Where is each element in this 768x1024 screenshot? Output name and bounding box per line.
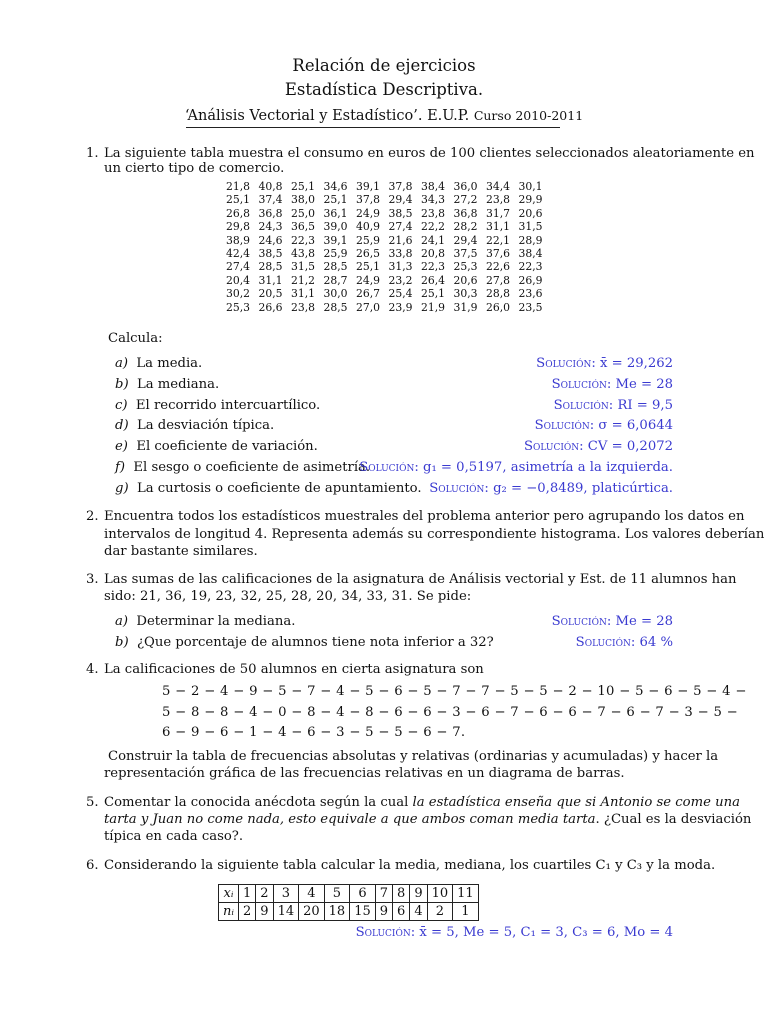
table-cell: 34,3	[421, 193, 446, 207]
table-cell: 23,5	[518, 300, 543, 314]
grades-seq-line2: 5 − 8 − 8 − 4 − 0 − 8 − 4 − 8 − 6 − 6 − 3 − 6 − 7 − 6 − 6 − 7 − 6 − 7 − 3 − 5 −	[162, 705, 738, 720]
table-cell: 38,4	[518, 247, 543, 261]
ex1-item: e) El coeficiente de variación.	[115, 439, 318, 455]
x-value-cell: 4	[299, 885, 325, 903]
ex4-intro: La calificaciones de 50 alumnos en cierta asignatura son	[104, 662, 484, 677]
table-cell: 25,0	[291, 206, 316, 220]
table-cell: 22,1	[486, 233, 511, 247]
table-cell: 38,0	[291, 193, 316, 207]
table-cell: 40,8	[258, 180, 283, 193]
table-cell: 30,2	[226, 287, 251, 301]
table-cell: 29,4	[388, 193, 413, 207]
ex2-number: 2.	[86, 509, 99, 524]
table-cell: 33,8	[388, 247, 413, 261]
frequency-row-n	[219, 903, 479, 921]
table-cell: 26,6	[258, 300, 283, 314]
table-cell: 34,6	[323, 180, 348, 193]
table-cell: 39,0	[323, 220, 348, 234]
x-value-cell: 9	[410, 885, 427, 903]
table-cell: 30,0	[323, 287, 348, 301]
table-row	[226, 180, 551, 193]
ex4-number: 4.	[86, 662, 99, 677]
table-cell: 23,6	[518, 287, 543, 301]
table-cell: 31,7	[486, 206, 511, 220]
ex1-item: d) La desviación típica.	[115, 418, 275, 434]
table-cell: 25,3	[226, 300, 251, 314]
table-cell: 31,5	[518, 220, 543, 234]
table-cell: 37,6	[486, 247, 511, 261]
table-cell: 20,5	[258, 287, 283, 301]
table-cell: 31,3	[388, 260, 413, 274]
table-cell: 26,8	[226, 206, 251, 220]
ex1-solution: Solución: RI = 9,5	[553, 397, 673, 413]
table-cell: 25,1	[323, 193, 348, 207]
table-row	[226, 274, 551, 287]
table-cell: 31,1	[486, 220, 511, 234]
table-cell: 38,5	[258, 247, 283, 261]
table-cell: 39,1	[323, 233, 348, 247]
course-line	[0, 108, 768, 124]
table-cell: 25,1	[356, 260, 381, 274]
course-year: Curso 2010-2011	[473, 108, 584, 123]
table-cell: 28,8	[486, 287, 511, 301]
table-cell: 31,9	[453, 300, 478, 314]
table-cell: 29,4	[453, 233, 478, 247]
ex1-calcula: Calcula:	[108, 331, 163, 346]
ex4-line2: representación gráfica de las frecuencias relativas en un diagrama de barras.	[104, 766, 625, 781]
table-cell: 26,7	[356, 287, 381, 301]
ex1-solution: Solución: Me = 28	[551, 376, 673, 392]
table-cell: 23,9	[388, 300, 413, 314]
grades-seq-line3: 6 − 9 − 6 − 1 − 4 − 6 − 3 − 5 − 5 − 6 − 7.	[162, 725, 466, 740]
table-cell: 39,1	[356, 180, 381, 193]
table-cell: 24,9	[356, 206, 381, 220]
ex3-solution-b: Solución: 64 %	[575, 635, 673, 650]
ex5-line2: tarta y Juan no come nada, esto equivale a que ambos coman media tarta. ¿Cual es la desviación	[104, 812, 752, 827]
table-cell: 28,5	[323, 300, 348, 314]
ex5-line1: Comentar la conocida anécdota según la cual la estadística enseña que si Antonio se come una	[104, 795, 740, 810]
table-cell: 24,9	[356, 273, 381, 287]
ex1-text-line1: La siguiente tabla muestra el consumo en euros de 100 clientes seleccionados aleatoriamente en	[104, 146, 755, 161]
ex1-text-line2: un cierto tipo de comercio.	[104, 161, 285, 176]
table-cell: 37,5	[453, 247, 478, 261]
n-value-cell: 18	[324, 903, 350, 921]
table-cell: 38,4	[421, 180, 446, 193]
table-row	[226, 193, 551, 206]
table-cell: 36,8	[258, 206, 283, 220]
course-name: ‘Análisis Vectorial y Estadístico’. E.U.P.	[184, 108, 470, 124]
n-value-cell: 20	[299, 903, 325, 921]
ex1-item: b) La mediana.	[115, 376, 220, 392]
ex6-number: 6.	[86, 858, 99, 873]
table-cell: 40,9	[356, 220, 381, 234]
ex3-solution-a: Solución: Me = 28	[551, 614, 673, 629]
table-cell: 28,5	[323, 260, 348, 274]
table-cell: 25,1	[421, 287, 446, 301]
table-cell: 31,1	[258, 273, 283, 287]
ex3-number: 3.	[86, 572, 99, 587]
table-cell: 31,5	[291, 260, 316, 274]
table-cell: 25,1	[226, 193, 251, 207]
table-cell: 36,0	[453, 180, 478, 193]
ex1-solution: Solución: CV = 0,2072	[523, 439, 673, 455]
table-row	[226, 260, 551, 273]
table-cell: 26,4	[421, 273, 446, 287]
n-value-cell: 2	[239, 903, 256, 921]
ex3-item-a: a) Determinar la mediana.	[115, 614, 296, 629]
table-cell: 24,1	[421, 233, 446, 247]
ex2-line3: dar bastante similares.	[104, 544, 258, 559]
table-cell: 21,8	[226, 180, 251, 193]
table-cell: 23,8	[421, 206, 446, 220]
table-cell: 29,8	[226, 220, 251, 234]
ex5-number: 5.	[86, 795, 99, 810]
table-cell: 26,5	[356, 247, 381, 261]
ex3-line2: sido: 21, 36, 19, 23, 32, 25, 28, 20, 34, 33, 31. Se pide:	[104, 589, 472, 604]
table-row	[226, 207, 551, 220]
table-cell: 37,8	[356, 193, 381, 207]
table-cell: 22,6	[486, 260, 511, 274]
x-value-cell: 11	[453, 885, 479, 903]
consumption-table	[226, 180, 551, 314]
table-cell: 23,2	[388, 273, 413, 287]
table-cell: 38,5	[388, 206, 413, 220]
table-cell: 38,9	[226, 233, 251, 247]
table-cell: 28,7	[323, 273, 348, 287]
table-cell: 27,4	[226, 260, 251, 274]
table-cell: 21,2	[291, 273, 316, 287]
ex1-item: g) La curtosis o coeficiente de apuntamiento.	[115, 480, 422, 496]
grades-seq-line1: 5 − 2 − 4 − 9 − 5 − 7 − 4 − 5 − 6 − 5 − 7 − 7 − 5 − 5 − 2 − 10 − 5 − 6 − 5 − 4 −	[162, 684, 747, 699]
table-cell: 28,5	[258, 260, 283, 274]
table-cell: 36,5	[291, 220, 316, 234]
table-cell: 21,6	[388, 233, 413, 247]
n-value-cell: 15	[350, 903, 376, 921]
table-cell: 29,9	[518, 193, 543, 207]
table-cell: 42,4	[226, 247, 251, 261]
table-cell: 20,4	[226, 273, 251, 287]
table-row	[226, 220, 551, 233]
table-cell: 22,3	[291, 233, 316, 247]
table-cell: 21,9	[421, 300, 446, 314]
ex5-line3: típica en cada caso?.	[104, 829, 244, 844]
x-value-cell: 7	[375, 885, 392, 903]
n-value-cell: 14	[273, 903, 299, 921]
table-row	[226, 287, 551, 300]
ex1-item: f) El sesgo o coeficiente de asimetría.	[115, 460, 371, 475]
table-cell: 23,8	[486, 193, 511, 207]
table-cell: 26,0	[486, 300, 511, 314]
table-cell: 20,6	[453, 273, 478, 287]
table-cell: 36,8	[453, 206, 478, 220]
n-value-cell: 6	[393, 903, 410, 921]
title-rule	[186, 127, 560, 128]
n-value-cell: 4	[410, 903, 427, 921]
ex3-line1: Las sumas de las calificaciones de la asignatura de Análisis vectorial y Est. de 11 alumnos han	[104, 572, 737, 587]
ex1-item: c) El recorrido intercuartílico.	[115, 397, 321, 413]
table-cell: 22,3	[518, 260, 543, 274]
x-value-cell: 8	[393, 885, 410, 903]
n-value-cell: 2	[427, 903, 453, 921]
ex2-line1: Encuentra todos los estadísticos muestrales del problema anterior pero agrupando los datos en	[104, 509, 745, 524]
ex1-solution: Solución: g₂ = −0,8489, platicúrtica.	[429, 480, 673, 496]
row-label-x: xᵢ	[219, 885, 239, 903]
ex1-number: 1.	[86, 146, 99, 161]
n-value-cell: 1	[453, 903, 479, 921]
table-cell: 22,2	[421, 220, 446, 234]
table-cell: 23,8	[291, 300, 316, 314]
sheet-subject: Estadística Descriptiva.	[284, 80, 484, 99]
x-value-cell: 5	[324, 885, 350, 903]
table-row	[226, 247, 551, 260]
frequency-row-x	[219, 885, 479, 903]
x-value-cell: 1	[239, 885, 256, 903]
ex6-text: Considerando la siguiente tabla calcular la media, mediana, los cuartiles C₁ y C₃ y la moda.	[104, 858, 716, 873]
ex1-solution: Solución: σ = 6,0644	[534, 418, 673, 434]
ex4-line1: Construir la tabla de frecuencias absolutas y relativas (ordinarias y acumuladas) y hacer la	[108, 749, 719, 764]
table-cell: 24,6	[258, 233, 283, 247]
ex6-solution: Solución: x̄ = 5, Me = 5, C₁ = 3, C₃ = 6, Mo = 4	[355, 925, 673, 940]
x-value-cell: 2	[256, 885, 273, 903]
n-value-cell: 9	[375, 903, 392, 921]
table-cell: 36,1	[323, 206, 348, 220]
table-cell: 27,2	[453, 193, 478, 207]
table-cell: 25,9	[323, 247, 348, 261]
table-cell: 27,8	[486, 273, 511, 287]
table-cell: 27,0	[356, 300, 381, 314]
table-cell: 26,9	[518, 273, 543, 287]
table-cell: 30,1	[518, 180, 543, 193]
table-cell: 25,3	[453, 260, 478, 274]
table-cell: 30,3	[453, 287, 478, 301]
ex1-solution: Solución: g₁ = 0,5197, asimetría a la izquierda.	[359, 460, 673, 475]
table-cell: 25,1	[291, 180, 316, 193]
table-cell: 37,4	[258, 193, 283, 207]
frequency-table	[218, 884, 479, 921]
x-value-cell: 10	[427, 885, 453, 903]
table-row	[226, 234, 551, 247]
ex1-solution: Solución: x̄ = 29,262	[536, 356, 673, 371]
table-cell: 25,4	[388, 287, 413, 301]
row-label-n: nᵢ	[219, 903, 239, 921]
table-cell: 28,2	[453, 220, 478, 234]
table-cell: 37,8	[388, 180, 413, 193]
ex1-item: a) La media.	[115, 356, 203, 371]
n-value-cell: 9	[256, 903, 273, 921]
sheet-title: Relación de ejercicios	[292, 56, 476, 75]
table-cell: 27,4	[388, 220, 413, 234]
table-cell: 22,3	[421, 260, 446, 274]
ex3-item-b: b) ¿Que porcentaje de alumnos tiene nota inferior a 32?	[115, 635, 494, 650]
table-cell: 20,8	[421, 247, 446, 261]
x-value-cell: 6	[350, 885, 376, 903]
x-value-cell: 3	[273, 885, 299, 903]
ex2-line2: intervalos de longitud 4. Representa además su correspondiente histograma. Los valores deberían	[104, 527, 765, 542]
table-cell: 24,3	[258, 220, 283, 234]
table-cell: 20,6	[518, 206, 543, 220]
table-row	[226, 301, 551, 314]
table-cell: 43,8	[291, 247, 316, 261]
table-cell: 31,1	[291, 287, 316, 301]
table-cell: 28,9	[518, 233, 543, 247]
table-cell: 25,9	[356, 233, 381, 247]
table-cell: 34,4	[486, 180, 511, 193]
